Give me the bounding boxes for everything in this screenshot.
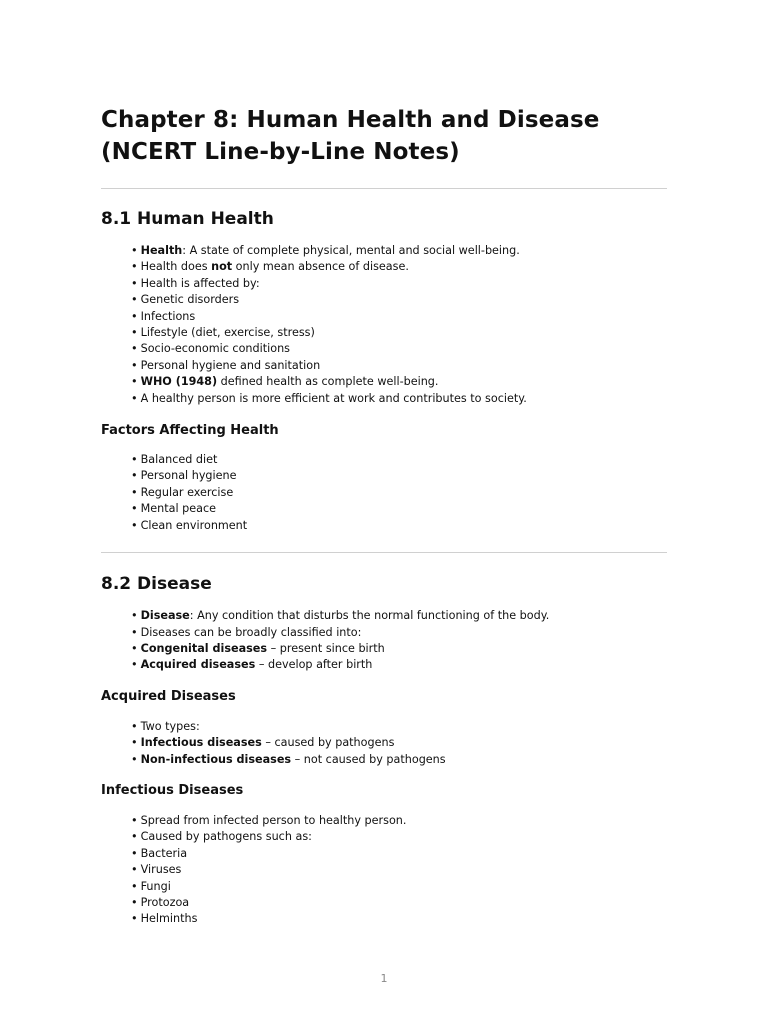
- list-item: • Health is affected by:: [131, 276, 260, 290]
- page-content: [101, 104, 667, 928]
- section-divider: [101, 552, 667, 553]
- list-item: • A healthy person is more efficient at work and contributes to society.: [131, 391, 527, 405]
- list-item: • Lifestyle (diet, exercise, stress): [131, 326, 315, 340]
- list-item: • Congenital diseases – present since birth: [131, 641, 385, 655]
- list-item: • Infectious diseases – caused by pathogens: [131, 736, 395, 750]
- subsection-heading-factors: Factors Affecting Health: [101, 423, 279, 439]
- list-item: • Bacteria: [131, 846, 188, 860]
- list-item: • Infections: [131, 309, 196, 323]
- list-item: • Health: A state of complete physical, mental and social well-being.: [131, 244, 520, 257]
- list-item: • Regular exercise: [131, 485, 234, 499]
- list-item: • Viruses: [131, 863, 182, 877]
- infectious-list: [101, 813, 667, 928]
- page-number: 1: [380, 972, 388, 985]
- list-item: • Protozoa: [131, 895, 190, 909]
- list-item: • Personal hygiene and sanitation: [131, 358, 321, 372]
- human-health-list: [101, 243, 667, 407]
- list-item: • Personal hygiene: [131, 469, 237, 483]
- list-item: • Clean environment: [131, 518, 248, 532]
- list-item: • Disease: Any condition that disturbs the normal functioning of the body.: [131, 609, 550, 623]
- list-item: • Acquired diseases – develop after birth: [131, 658, 373, 672]
- list-item: • Mental peace: [131, 502, 217, 516]
- disease-list: [101, 608, 667, 674]
- list-item: • Diseases can be broadly classified into:: [131, 625, 362, 639]
- document-title: Chapter 8: Human Health and Disease (NCERT Line-by-Line Notes): [101, 107, 600, 165]
- section-heading-disease: 8.2 Disease: [101, 574, 212, 595]
- list-item: • Helminths: [131, 912, 198, 926]
- factors-list: [101, 452, 667, 534]
- list-item: • Health does not only mean absence of disease.: [131, 260, 409, 274]
- list-item: • WHO (1948) defined health as complete well-being.: [131, 375, 439, 389]
- acquired-list: [101, 719, 667, 768]
- list-item: • Non-infectious diseases – not caused by pathogens: [131, 752, 446, 766]
- title-divider: [101, 188, 667, 189]
- list-item: • Two types:: [131, 719, 200, 733]
- section-heading-human-health: 8.1 Human Health: [101, 209, 274, 229]
- list-item: • Caused by pathogens such as:: [131, 830, 312, 844]
- list-item: • Socio-economic conditions: [131, 342, 290, 356]
- subsection-heading-acquired: Acquired Diseases: [101, 688, 236, 704]
- subsection-heading-infectious: Infectious Diseases: [101, 782, 244, 798]
- list-item: • Spread from infected person to healthy person.: [131, 813, 407, 827]
- list-item: • Genetic disorders: [131, 293, 240, 307]
- list-item: • Balanced diet: [131, 453, 218, 467]
- list-item: • Fungi: [131, 879, 171, 893]
